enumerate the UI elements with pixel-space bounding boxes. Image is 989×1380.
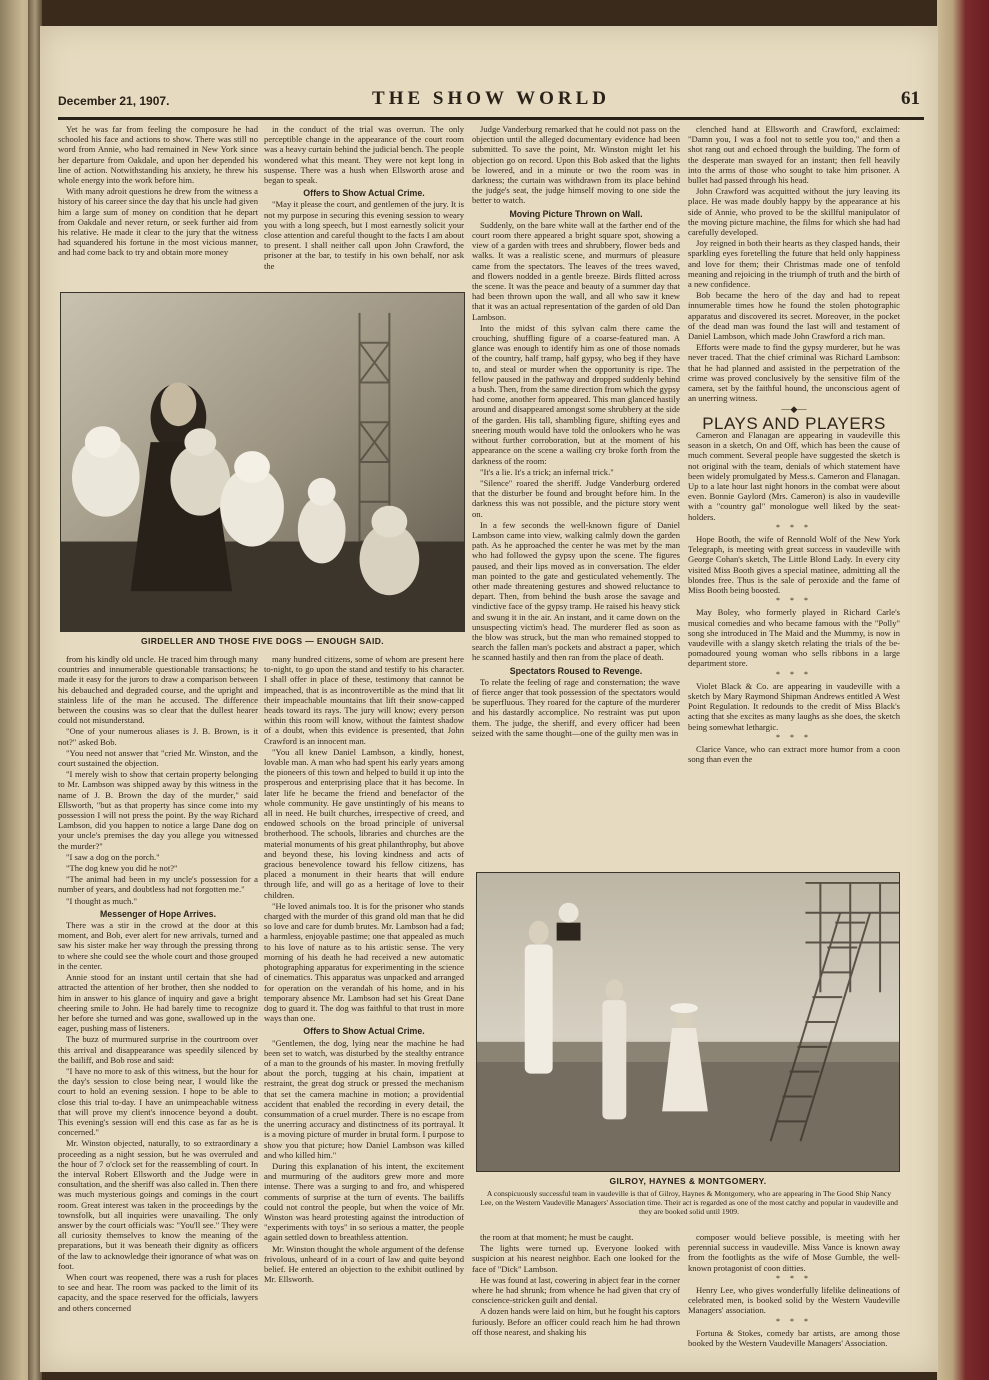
paragraph: "Gentlemen, the dog, lying near the machine he had been set to watch, was disturbed by the stealthy entrance of a man to the grounds of his master. In moving fretfully about the porch, tugging at his chain, impatient at restraint, the great dog struck or pressed the mechanism that set the camera machine in motion; a providential accident that enabled the recording in every detail, the consummation of a cruel murder. There is no escape from the unerring accuracy and distinctness of its portrayal. It is a moving picture of murder in brutal form. I purpose to show you that picture; how Daniel Lambson was killed and who killed him."	[264, 1037, 464, 1160]
separator-stars: * * *	[776, 669, 812, 679]
separator-stars: * * *	[776, 1273, 812, 1283]
separator-stars: * * *	[776, 732, 812, 742]
paragraph: "The animal had been in my uncle's possession for a number of years, and doubtless had not forgotten me."	[58, 874, 258, 895]
paragraph: When court was reopened, there was a rush for places to see and hear. The room was packed to the limit of its capacity, and the space reserved for the officials, lawyers and others concerned	[58, 1271, 258, 1313]
paragraph: in the conduct of the trial was overrun. The only perceptible change in the appearance of the court room was a heavy curtain behind the judicial bench. The people wondered what this meant. They were not kept long in suspense. There was a hush when Ellsworth arose and began to speak.	[264, 124, 464, 186]
paragraph: many hundred citizens, some of whom are present here to-night, to go upon the stand and testify to his character. I shall offer in place of these, testimony that cannot be impeached, that is as incontrovertible as the mind that lit their impeachable mountains that lift their snow-capped heads toward its rays. The jury will know; every person within this room will know, without the faintest shadow of a doubt, when this evidence is presented, that John Crawford is an innocent man.	[264, 654, 464, 746]
paragraph: Hope Booth, the wife of Rennold Wolf of the New York Telegraph, is meeting with great success in vaudeville with George Cohan's sketch, The Little Blond Lady. In every city visited Miss Booth gives a special matinee, admitting all the blondes free. Thus is the sale of peroxide and the fame of Miss Booth being boosted.	[688, 533, 900, 595]
dogs-photo-image	[61, 293, 464, 631]
subhead: Offers to Show Actual Crime.	[303, 1026, 425, 1037]
paragraph: Clarice Vance, who can extract more humor from a coon song than even the	[688, 743, 900, 765]
column-1-bottom	[58, 654, 258, 1366]
separator-stars: * * *	[776, 522, 812, 532]
dogs-photograph	[60, 292, 465, 632]
vaudeville-photo-image	[477, 873, 899, 1171]
paragraph: "It's a lie. It's a trick; an infernal trick."	[480, 466, 614, 477]
paragraph: With many adroit questions he drew from the witness a history of his career since the day that his uncle had given him a large sum of money on condition that he depart from Oakdale and never return, or seek further aid from his relative. He made it clear to the jury that the witness had squandered his fortune in the most vicious manner, and had come back to try and obtain more money	[58, 186, 258, 258]
paragraph: During this explanation of his intent, the excitement and murmuring of the auditors grew more and more intense. There was a surging to and fro, and whispered comments of surprise at the turn of events. The bailiffs could not control the people, but when the voice of Mr. Winston was heard protesting against the introduction of "experiments with toys" in so serious a matter, the people again settled down to breathless attention.	[264, 1160, 464, 1243]
paragraph: Annie stood for an instant until certain that she had attracted the attention of her brother, then she nodded to him in answer to his glance of inquiry and gave a bright cheering smile to John. He had barely time to recognize her before she turned and was gone, swallowed up in the eager, pushing mass of listeners.	[58, 972, 258, 1034]
paragraph: May Boley, who formerly played in Richard Carle's musical comedies and who became famous with the "Polly" song she introduced in The Maid and the Mummy, is now in vaudeville with a slangy sketch relating the trials of the be-pomadoured young woman who sells ribbons in a large department store.	[688, 607, 900, 669]
paragraph: "The dog knew you did he not?"	[66, 863, 178, 874]
paragraph: "Silence" roared the sheriff. Judge Vanderburg ordered that the disturber be found and brought before him. In the darkness this was not possible, and the picture story went on.	[472, 477, 680, 519]
subhead: Moving Picture Thrown on Wall.	[509, 208, 643, 219]
masthead-title: THE SHOW WORLD	[372, 88, 610, 109]
column-3-top	[472, 124, 680, 864]
paragraph: Judge Vanderburg remarked that he could not pass on the objection until the alleged documentary evidence had been submitted. To save the point, Mr. Winston might let his objection go on record. Upon this Bob asked that the lights be lowered, and in a minute or two the room was in darkness; the curtain was withdrawn from its place behind the judge's seat, the judge himself moving to one side the better to watch.	[472, 124, 680, 206]
paragraph: "I saw a dog on the porch."	[66, 851, 160, 862]
paragraph: "May it please the court, and gentlemen of the jury. It is not my purpose in securing this evening session to weary you with a long speech, but I most earnestly solicit your close attention and careful thought to the facts I am about to present. I shall neither call upon John Crawford, the prisoner at the bar, to testify in his own behalf, nor ask the	[264, 199, 464, 271]
paragraph: Henry Lee, who gives wonderfully lifelike delineations of celebrated men, is booked solid by the Western Vaudeville Managers' association.	[688, 1285, 900, 1316]
subhead: Messenger of Hope Arrives.	[99, 908, 217, 919]
column-4-bottom	[688, 1232, 900, 1366]
page-number: 61	[901, 88, 920, 109]
paragraph: Efforts were made to find the gypsy murderer, but he was never traced. That the chief criminal was Richard Lambson: that he had planned and assisted in the perpetration of the crime was proved conclusively by the sensitive film of the camera, set by the faithful hound, the unconscious agent of an unerring witness.	[688, 342, 900, 404]
paragraph: In a few seconds the well-known figure of Daniel Lambson came into view, walking calmly down the garden path. As he approached the center he was met by the man who had followed the gypsy upon the scene. The figures paused, and their lips moved as in conversation. The elder man pointed to the gate and gesticulated vehemently. The other made threatening gestures and showed reluctance to depart. Then, from behind the bush arose the savage and vindictive face of the gypsy tramp. He raised his heavy stick and swung it in the air. An instant, and it came down on the unsuspecting victim's head. The murderer fled as soon as the blow was struck, but the man who remained stopped to search the fallen man's pockets and abstract a paper, which he scanned hastily and then ran from the place of death.	[472, 519, 680, 663]
paragraph: composer would believe possible, is meeting with her perennial success in vaudeville. Miss Vance is known away from the footlights as the wife of Mose Gumble, the well-known protagonist of coon ditties.	[688, 1232, 900, 1273]
column-3-bottom	[472, 1232, 680, 1366]
page-header	[58, 82, 924, 120]
paragraph: clenched hand at Ellsworth and Crawford, exclaimed: "Damn you, I was a fool not to settle you too," and then a shot rang out and echoed through the building. The form of the desperate man swayed for an instant; then fell heavily into the arms of those who sought to take him prisoner. A bullet had passed through his head.	[688, 124, 900, 186]
issue-date: December 21, 1907.	[58, 94, 170, 108]
photo-caption: GIRDELLER AND THOSE FIVE DOGS — ENOUGH SAID.	[140, 636, 385, 646]
paragraph: The buzz of murmured surprise in the courtroom over this arrival and disappearance was speedily silenced by the bailiff, and Bob rose and said:	[58, 1034, 258, 1065]
column-2-top	[264, 124, 464, 286]
paragraph: There was a stir in the crowd at the door at this moment, and Bob, ever alert for new arrivals, turned and saw his sister make her way through the pressing throng to where she could see the whole court and those grouped in the center.	[58, 920, 258, 971]
paragraph: "You need not answer that "cried Mr. Winston, and the court sustained the objection.	[58, 747, 258, 769]
column-1-top	[58, 124, 258, 286]
paragraph: He was found at last, cowering in abject fear in the corner where he had shrunk; from whence he had given that cry of conscience-stricken guilt and denial.	[472, 1274, 680, 1306]
paragraph: Violet Black & Co. are appearing in vaudeville with a sketch by Mary Raymond Shipman Andrews entitled A West Point Regulation. It redounds to the credit of Miss Black's acting that she excites as many laughs as she does, the sketch being somewhat lethargic.	[688, 680, 900, 732]
paragraph: John Crawford was acquitted without the jury leaving its place. He was made doubly happy by the appearance at his side of Annie, who proved to be the skillful manipulator of the moving picture machine, the films for which she had had carefully developed.	[688, 186, 900, 238]
paragraph: Mr. Winston objected, naturally, to so extraordinary a proceeding as a night session, but he was overruled and the hour of 7 o'clock set for the reassembling of court. In the interval Robert Ellsworth and the Judge were in consultation, and the sheriff was also called in. Then there was much mysterious goings and comings in the court room. Great interest was taken in the proceedings by the townsfolk, but all inquiries were unavailing. The only answer by the court officials was: "You'll see." They were all curiosity themselves to know the meaning of the preparations, but it was beneath their dignity as officers of the law to acknowledge their ignorance of what was on foot.	[58, 1138, 258, 1271]
photo-subcaption: A conspicuously successful team in vaudeville is that of Gilroy, Haynes & Montgomery, who are appearing in The Good Ship Nancy Lee, on the Western Vaudeville Managers' Association time. Their act is regarded as one of the most catchy and popular in vaudeville and they are booked solid until 1909.	[480, 1189, 898, 1216]
subhead: Offers to Show Actual Crime.	[303, 188, 425, 199]
paragraph: "He loved animals too. It is for the prisoner who stands charged with the murder of this grand old man that he did so love and care for dumb brutes. Mr. Lambson had a fad; a harmless, enjoyable pastime; one that appealed as much to his love of nature as to his artistic sense. The very morning of his death he had received a new automatic photographing apparatus for experimenting in the science of cinematics. This apparatus was unpacked and arranged for operation on the verandah of his home, and in his temporary absence Mr. Lambson had set his Great Dane dog to guard it. The dog was faithful to that trust in more ways than one.	[264, 900, 464, 1024]
separator-stars: * * *	[776, 596, 812, 606]
paragraph: Into the midst of this sylvan calm there came the crouching, shuffling figure of a coarse-featured man. A glance was enough to identify him as one of those nomads of the country, half tramp, half gypsy, who beg if they have to, and steal or murder when the opportunity is ripe. The fellow paused in the pathway and dropped suddenly behind a bush. Then, from the same direction from which the gypsy had come, another form appeared. This man glanced hastily around and disappeared amongst some shrubbery at the side of the garden. His tall, shambling figure, shifting eyes and sneering mouth would have told the onlookers who he was without further corroboration, but at the moment of his appearance on the scene a wailing cry broke forth from the darkness of the room:	[472, 322, 680, 466]
paragraph: Fortuna & Stokes, comedy bar artists, are among those booked by the Western Vaudeville Managers' Association.	[688, 1327, 900, 1349]
paragraph: To relate the feeling of rage and consternation; the wave of fierce anger that took possession of the spectators would be superfluous. They roared for the capture of the murderer and his dastardly accomplice. No restraint was put upon them. The judge, the sheriff, and every officer had been seized with the same thought—one of the guilty men was in	[472, 676, 680, 738]
column-2-bottom	[264, 654, 464, 1366]
paragraph: Mr. Winston thought the whole argument of the defense frivolous, unheard of in a court of law and quite beyond belief. He entered an objection to the exhibit outlined by Mr. Ellsworth.	[264, 1243, 464, 1285]
paragraph: Cameron and Flanagan are appearing in vaudeville this season in a sketch, On and Off, which has been the cause of much comment. Several people have suggested the sketch is not original with the team, denials of which statement have been widely promulgated by Mess.s. Cameron and Flanagan. Up to a late hour last night honors in the combat were about even. Bonnie Gaylord (Mrs. Cameron) is also in vaudeville with a "country gal" monologue well liked by the seat-holders.	[688, 429, 900, 522]
paragraph: "I have no more to ask of this witness, but the hour for the day's session to close being near, I would like the court to hold an evening session. I hope to be able to close this trial to-day. I have an unimpeachable witness that will prove my client's innocence beyond a doubt. This evening's session will end this case as far as he is concerned."	[58, 1065, 258, 1138]
subhead: Spectators Roused to Revenge.	[509, 665, 643, 676]
section-title: PLAYS AND PLAYERS	[702, 413, 886, 433]
photo-caption: GILROY, HAYNES & MONTGOMERY.	[609, 1176, 767, 1186]
paragraph: Bob became the hero of the day and had to repeat innumerable times how he found the stolen photographic apparatus and discovered its secret. Moreover, in the pocket of the dead man was found the last will and testament of Daniel Lambson, which made John Crawford a rich man.	[688, 290, 900, 342]
paragraph: the room at that moment; he must be caught.	[480, 1232, 634, 1242]
paragraph: "You all knew Daniel Lambson, a kindly, honest, lovable man. A man who had spent his early years among the pioneers of this town and helped to build it up into the prosperous and enterprising place that it has become. In later life he became the friend and benefactor of the whole community. He gave unstintingly of his means to all in need. He built churches, irrespective of creed, and endowed schools on the broad principle of universal brotherhood. The schools, libraries and churches are the material monuments of his great philanthrophy, but above and beyond these, his loving kindness and acts of gracious benevolence toward his fellow citizens, has placed a monument in their hearts that will endure through life, and will go as a heritage of love to their children.	[264, 746, 464, 900]
paragraph: "I merely wish to show that certain property belonging to Mr. Lambson was shipped away by this witness in the name of J. B. Brown the day of the murder," said Ellsworth, "but as that property has since come into my possession I will not press the point. By the way Richard Lambson, did you happen to notice a large Dane dog on your uncle's premises the day you allege you witnessed the murder?"	[58, 769, 258, 851]
paragraph: Joy reigned in both their hearts as they clasped hands, their sparkling eyes foretelling the future that held only happiness and love for them; their Christmas made one of tenfold meaning and rejoicing in the triumph of truth and the birth of a new confidence.	[688, 238, 900, 290]
section-ornament: —◆—	[781, 404, 807, 415]
paragraph: Suddenly, on the bare white wall at the farther end of the court room there appeared a bright square spot, showing a view of a garden with trees and shrubbery, flower beds and walks. It was a realistic scene, and murmurs of pleasure came from the spectators. The leaves of the trees waved, and flowers nodded in a gentle breeze. Birds flitted across the scene. It was the peace and beauty of a summer day that had been thrown upon the wall, and all who saw it knew that it was an actual representation of the garden of old Dan Lambson.	[472, 219, 680, 322]
paragraph: from his kindly old uncle. He traced him through many countries and innumerable questionable transactions; he made it easy for the jurors to draw a comparison between his debauched and degraded course, and the upright and stainless life of the man he accused. The difference between the cousins was so clear that the dullest hearer could not misunderstand.	[58, 654, 258, 726]
newspaper-page	[40, 26, 938, 1372]
vaudeville-team-photograph	[476, 872, 900, 1172]
column-4-top	[688, 124, 900, 864]
book-cover-edge	[937, 0, 989, 1380]
separator-stars: * * *	[776, 1316, 812, 1326]
paragraph: "I thought as much."	[66, 895, 137, 906]
paragraph: A dozen hands were laid on him, but he fought his captors furiously. Before an officer could reach him he had thrown off those nearest, and shaking his	[472, 1306, 680, 1337]
paragraph: Yet he was far from feeling the composure he had schooled his face and actions to show. There was still no word from Annie, who had remained in New York since her departure from Oakdale, and upon her depended his line of action. Notwithstanding his anxiety, he threw his whole energy into the work before him.	[58, 124, 258, 186]
paragraph: "One of your numerous aliases is J. B. Brown, is it not?" asked Bob.	[58, 726, 258, 747]
paragraph: The lights were turned up. Everyone looked with suspicion at his nearest neighbor. Each one looked for the face of "Dick" Lambson.	[472, 1243, 680, 1274]
